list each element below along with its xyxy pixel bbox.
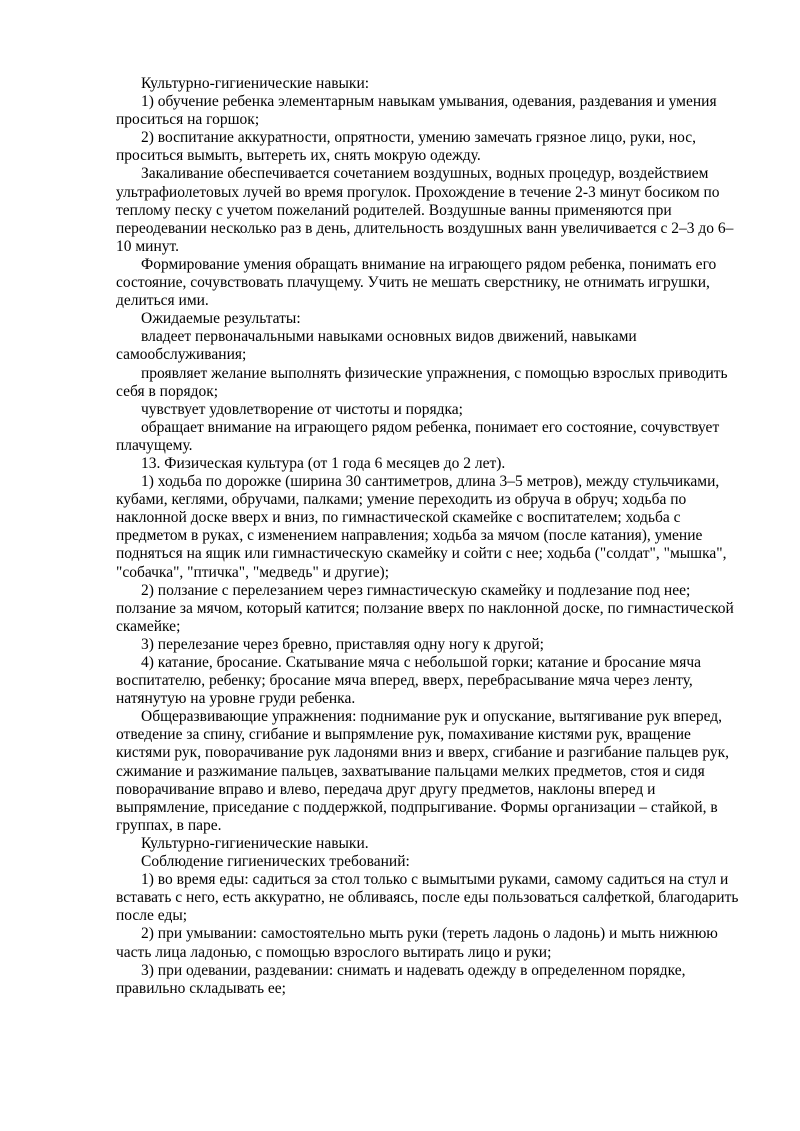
paragraph-general-exercises: Общеразвивающие упражнения: поднимание рук и опускание, вытягивание рук вперед, отведение за спину, сгибание и выпрямление рук, помахивание кистями рук, вращение кистями рук, поворачивание рук ладонями вниз и вверх, сгибание и разгибание пальцев рук, сжимание и разжимание пальцев, захватывание пальцами мелких предметов, стоя и сидя поворачивание вправо и влево, передача друг другу предметов, наклоны вперед и выпрямление, приседание с поддержкой, подпрыгивание. Формы организации – стайкой, в группах, в паре. [116, 708, 730, 834]
paragraph-walking: 1) ходьба по дорожке (ширина 30 сантиметров, длина 3–5 метров), между стульчиками, кубами, кеглями, обручами, палками; умение переходить из обруча в обруч; ходьба по наклонной доске вверх и вниз, по гимнастической скамейке с воспитателем; ходьба с предметом в руках, с изменением направления; ходьба за мячом (после катания), умение подняться на ящик или гимнастическую скамейку и сойти с нее; ходьба ("солдат", "мышка", "собачка", "птичка", "медведь" и другие); [116, 473, 727, 581]
paragraph-result-empathy: обращает внимание на играющего рядом ребенка, понимает его состояние, сочувствует плачущему. [116, 418, 720, 454]
paragraph-hygiene-skills-heading: Культурно-гигиенические навыки: [141, 75, 370, 92]
paragraph-eating: 1) во время еды: садиться за стол только с вымытыми руками, самому садиться на стул и вставать с него, есть аккуратно, не обливаясь, после еды пользоваться салфеткой, благодарить после еды; [116, 871, 739, 925]
paragraph-empathy: Формирование умения обращать внимание на играющего рядом ребенка, понимать его состояние, сочувствовать плачущему. Учить не мешать сверстнику, не отнимать игрушки, делиться ими. [116, 255, 717, 310]
paragraph-hardening: Закаливание обеспечивается сочетанием воздушных, водных процедур, воздействием ультрафиолетовых лучей во время прогулок. Прохождение в течение 2-3 минут босиком по теплому песку с учетом пожеланий родителей. Воздушные ванны применяются при переодевании несколько раз в день, длительность воздушных ванн увеличивается с 2–3 до 6–10 минут. [116, 165, 734, 255]
paragraph-item-2-neatness: 2) воспитание аккуратности, опрятности, умению замечать грязное лицо, руки, нос, проситься вымыть, вытереть их, снять мокрую одежду. [116, 129, 697, 165]
paragraph-expected-results-heading: Ожидаемые результаты: [141, 310, 301, 328]
paragraph-washing: 2) при умывании: самостоятельно мыть руки (тереть ладонь о ладонь) и мыть нижнюю часть лица ладонью, с помощью взрослого вытирать лицо и руки; [116, 925, 718, 961]
paragraph-climbing: 3) перелезание через бревно, приставляя одну ногу к другой; [141, 635, 544, 653]
paragraph-result-cleanliness: чувствует удовлетворение от чистоты и порядка; [141, 400, 463, 418]
paragraph-result-movement: владеет первоначальными навыками основных видов движений, навыками самообслуживания; [116, 328, 637, 364]
paragraph-dressing: 3) при одевании, раздевании: снимать и надевать одежду в определенном порядке, правильно складывать ее; [116, 961, 686, 997]
paragraph-item-1-washing: 1) обучение ребенка элементарным навыкам умывания, одевания, раздевания и умения проситься на горшок; [116, 93, 717, 129]
paragraph-result-exercise: проявляет желание выполнять физические упражнения, с помощью взрослых приводить себя в порядок; [116, 364, 728, 400]
paragraph-hygiene-requirements-heading: Соблюдение гигиенических требований: [141, 853, 410, 871]
document-page [116, 75, 740, 998]
paragraph-crawling: 2) ползание с перелезанием через гимнастическую скамейку и подлезание под нее; ползание за мячом, который катится; ползание вверх по наклонной доске, по гимнастической скамейке; [116, 581, 734, 635]
paragraph-hygiene-skills-heading-2: Культурно-гигиенические навыки. [141, 834, 369, 852]
paragraph-section-13-heading: 13. Физическая культура (от 1 года 6 месяцев до 2 лет). [141, 454, 506, 472]
paragraph-rolling-throwing: 4) катание, бросание. Скатывание мяча с небольшой горки; катание и бросание мяча воспитателю, ребенку; бросание мяча вперед, вверх, перебрасывание мяча через ленту, натянутую на уровне груди ребенка. [116, 654, 701, 708]
